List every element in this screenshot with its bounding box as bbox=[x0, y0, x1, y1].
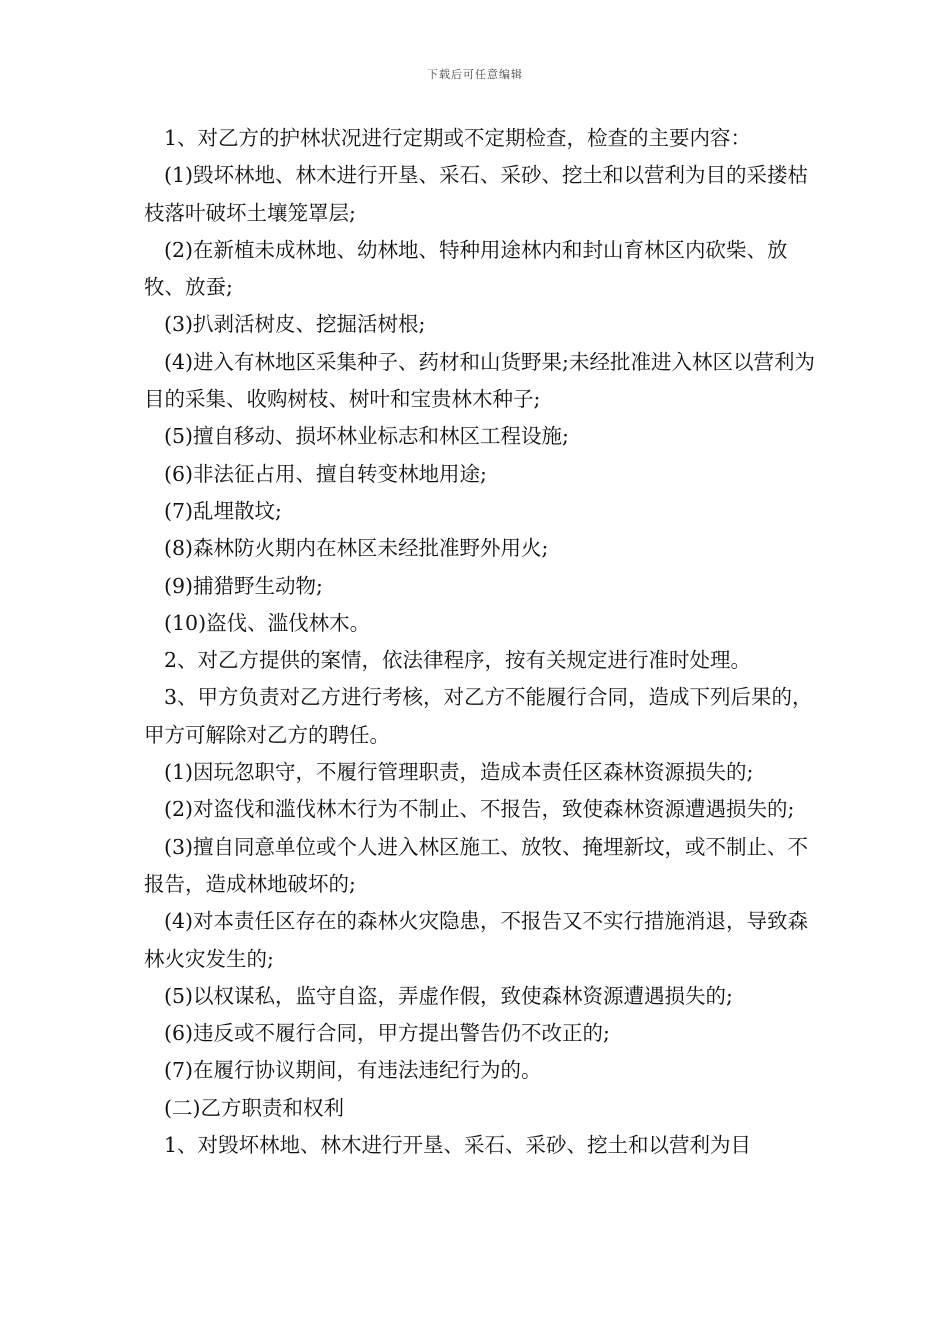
paragraph-16: (3)擅自同意单位或个人进入林区施工、放牧、掩埋新坟，或不制止、不报告，造成林地破坏的; bbox=[144, 834, 809, 896]
document-body bbox=[144, 120, 824, 1164]
paragraph-20: (7)在履行协议期间，有违法违纪行为的。 bbox=[164, 1058, 542, 1083]
paragraph-15: (2)对盗伐和滥伐林木行为不制止、不报告，致使森林资源遭遇损失的; bbox=[164, 797, 795, 822]
paragraph-10: (9)捕猎野生动物; bbox=[164, 573, 323, 598]
paragraph-11: (10)盗伐、滥伐林木。 bbox=[164, 610, 371, 635]
paragraph-12: 2、对乙方提供的案情，依法律程序，按有关规定进行准时处理。 bbox=[164, 648, 752, 673]
section-heading: (二)乙方职责和权利 bbox=[164, 1095, 344, 1120]
paragraph-3: (2)在新植未成林地、幼林地、特种用途林内和封山育林区内砍柴、放牧、放蚕; bbox=[144, 237, 788, 300]
paragraph-8: (7)乱埋散坟; bbox=[164, 498, 282, 523]
paragraph-5: (4)进入有林地区采集种子、药材和山货野果;未经批准进入林区以营利为目的采集、收购树枝、树叶和宝贵林木种子; bbox=[144, 349, 815, 412]
paragraph-22: 1、对毁坏林地、林木进行开垦、采石、采砂、挖土和以营利为目 bbox=[164, 1133, 752, 1158]
paragraph-7: (6)非法征占用、擅自转变林地用途; bbox=[164, 461, 487, 486]
paragraph-4: (3)扒剥活树皮、挖掘活树根; bbox=[164, 312, 426, 337]
paragraph-1: 1、对乙方的护林状况进行定期或不定期检查，检查的主要内容： bbox=[164, 126, 752, 150]
paragraph-9: (8)森林防火期内在林区未经批准野外用火; bbox=[164, 536, 549, 561]
paragraph-18: (5)以权谋私，监守自盗，弄虚作假，致使森林资源遭遇损失的; bbox=[164, 983, 733, 1008]
paragraph-2: (1)毁坏林地、林木进行开垦、采石、采砂、挖土和以营利为目的采搂枯枝落叶破坏土壤笼罩层; bbox=[144, 163, 809, 225]
paragraph-17: (4)对本责任区存在的森林火灾隐患，不报告又不实行措施消退，导致森林火灾发生的; bbox=[144, 909, 809, 971]
paragraph-14: (1)因玩忽职守，不履行管理职责，造成本责任区森林资源损失的; bbox=[164, 760, 754, 785]
paragraph-13: 3、甲方负责对乙方进行考核，对乙方不能履行合同，造成下列后果的，甲方可解除对乙方的聘任。 bbox=[144, 685, 813, 747]
page-header: 下载后可任意编辑 bbox=[427, 68, 523, 81]
paragraph-19: (6)违反或不履行合同，甲方提出警告仍不改正的; bbox=[164, 1021, 610, 1046]
paragraph-6: (5)擅自移动、损坏林业标志和林区工程设施; bbox=[164, 424, 569, 449]
